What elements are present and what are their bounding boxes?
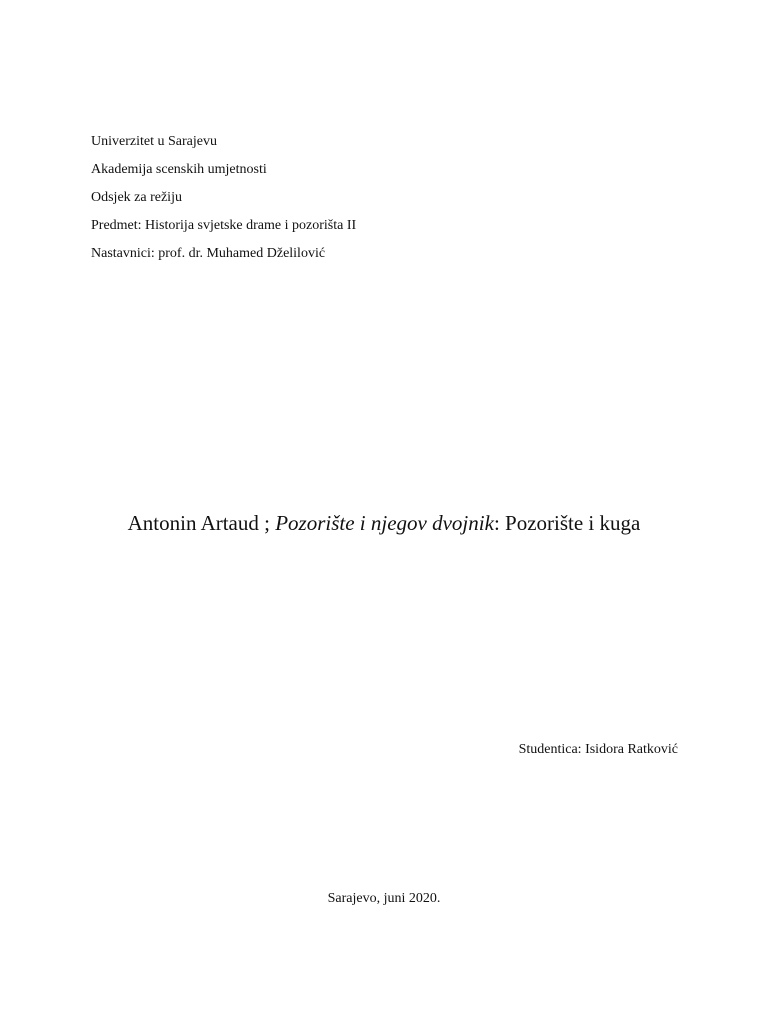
place-and-date: Sarajevo, juni 2020. xyxy=(327,891,441,906)
title-author: Antonin Artaud ; xyxy=(127,511,276,535)
document-title xyxy=(0,508,768,538)
university-name: Univerzitet u Sarajevu xyxy=(91,134,217,149)
academy-name: Akademija scenskih umjetnosti xyxy=(91,162,267,177)
student-name: Studentica: Isidora Ratković xyxy=(518,742,678,757)
title-work: Pozorište i njegov dvojnik xyxy=(275,511,494,535)
subject-line: Predmet: Historija svjetske drame i pozorišta II xyxy=(91,218,357,233)
department-name: Odsjek za režiju xyxy=(91,190,182,205)
title-chapter: : Pozorište i kuga xyxy=(493,511,641,535)
teachers-line: Nastavnici: prof. dr. Muhamed Dželilović xyxy=(91,246,326,261)
institution-header xyxy=(91,128,591,268)
